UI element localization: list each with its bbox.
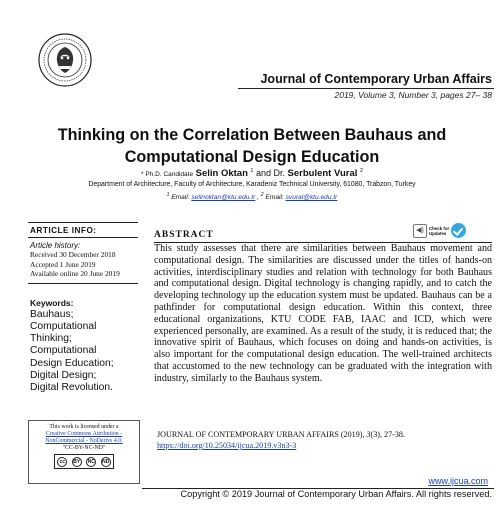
issue-line: 2019, Volume 3, Number 3, pages 27– 38 (334, 90, 492, 100)
keyword-line: Bauhaus; (30, 308, 74, 320)
abstract-heading: ABSTRACT (154, 230, 214, 240)
keyword-line: Thinking; (30, 333, 72, 345)
accepted-date: Accepted 1 June 2019 (30, 259, 96, 269)
check-updates-line1: Check for (429, 225, 450, 231)
paper-title-line1: Thinking on the Correlation Between Bauhaus and (57, 126, 447, 144)
keywords-heading: Keywords: (30, 297, 74, 308)
paper-title (0, 124, 504, 168)
affiliation: Department of Architecture, Faculty of Architecture, Karadeniz Technical University, 61080, Trabzon, Turkey (88, 181, 416, 188)
keyword-line: Computational (30, 345, 97, 357)
author1-name: Selin Oktan (195, 168, 248, 179)
header-rule (238, 88, 494, 89)
cc-license-badge[interactable] (54, 454, 114, 469)
article-history (28, 238, 138, 284)
journal-title: Journal of Contemporary Urban Affairs (260, 72, 492, 86)
article-info-box (28, 222, 138, 410)
copyright: Copyright © 2019 Journal of Contemporary Urban Affairs. All rights reserved. (180, 489, 492, 499)
check-updates-text (429, 226, 449, 236)
doi-link[interactable]: https://doi.org/10.25034/ijcua.2019.v3n3-3 (157, 441, 297, 450)
author-line (0, 168, 504, 179)
license-text: This work is licensed under a (49, 424, 119, 430)
email2-label: Email: (265, 194, 284, 202)
check-updates-line2: Updates (429, 230, 447, 236)
article-info-heading: ARTICLE INFO: (28, 222, 138, 238)
citation-volume: 3 (366, 430, 371, 439)
author-and: and Dr. (255, 168, 285, 178)
citation (157, 430, 405, 439)
article-history-heading: Article history: (30, 241, 81, 250)
author1-prefix: * Ph.D. Candidate (141, 171, 194, 178)
nc-icon: NC (87, 458, 95, 465)
journal-seal-logo (38, 33, 92, 87)
keyword-line: Design Education; (30, 357, 114, 369)
email1-label: Email: (171, 194, 190, 202)
nd-icon: ND (102, 458, 110, 465)
citation-issue-pages: (3), 27-38. (370, 430, 405, 439)
paper-title-line2: Computational Design Education (124, 148, 380, 166)
check-for-updates-badge[interactable] (413, 223, 466, 238)
license-box (28, 420, 140, 484)
author2-sup: 2 (359, 168, 363, 174)
email2-link[interactable]: svural@ktu.edu.tr (285, 194, 338, 202)
keyword-line: Computational (30, 320, 97, 332)
site-link[interactable]: www.ijcua.com (428, 476, 488, 486)
cc-icon: cc (57, 457, 67, 467)
received-date: Received 30 December 2018 (30, 250, 116, 259)
email1-link[interactable]: selinoktan@ktu.edu.tr (191, 194, 256, 202)
keyword-line: Digital Design; (30, 369, 97, 381)
keywords-section (28, 284, 138, 394)
author2-name: Serbulent Vural (287, 168, 358, 179)
email1-sup: 1 (166, 192, 170, 198)
citation-prefix: JOURNAL OF CONTEMPORARY URBAN AFFAIRS (2019), (157, 430, 365, 439)
email2-sup: 2 (260, 192, 264, 198)
online-date: Available online 20 June 2019 (30, 269, 120, 279)
abstract-body: This study assesses that there are similarities between Bauhaus movement and computational design. The similarities are discussed under the titles of hands-on activities, interdisciplinary studies and relation with technology for both Bauhaus and computational design. Digital technology is changing rapidly, and to catch the developing technology up the education system must be updated. Bauhaus can be a pathfinder for computational design education. Within this context, three educational organizations, KTU CODE FAB, IAAC and ICD, which were experienced personally, are examined. As a result of the study, it is reduced that; the innovative spirit of Bauhaus, which focuses on doing and hands-on activities, is also important for the computational design education. The well-trained architects that accustomed to the new technology can be graduated with the integration with industry, similarly to the Bauhaus system. (154, 243, 492, 384)
author1-sup: 1 (250, 168, 254, 174)
license-tag: "CC-BY-NC-ND" (62, 445, 106, 451)
license-link-line1[interactable]: Creative Commons Attribution - (45, 431, 123, 437)
checkmark-icon (451, 223, 466, 238)
author-emails: $^1$ Email: selinoktan@ktu.edu.tr , $^2$ Email: svural@ktu.edu.tr (166, 192, 338, 202)
by-icon: BY (73, 458, 81, 465)
license-link-line2[interactable]: NonCommercial - NoDerivs 4.0. (45, 438, 123, 444)
document-icon: ◀) (413, 224, 427, 238)
keyword-line: Digital Revolution. (30, 382, 113, 393)
